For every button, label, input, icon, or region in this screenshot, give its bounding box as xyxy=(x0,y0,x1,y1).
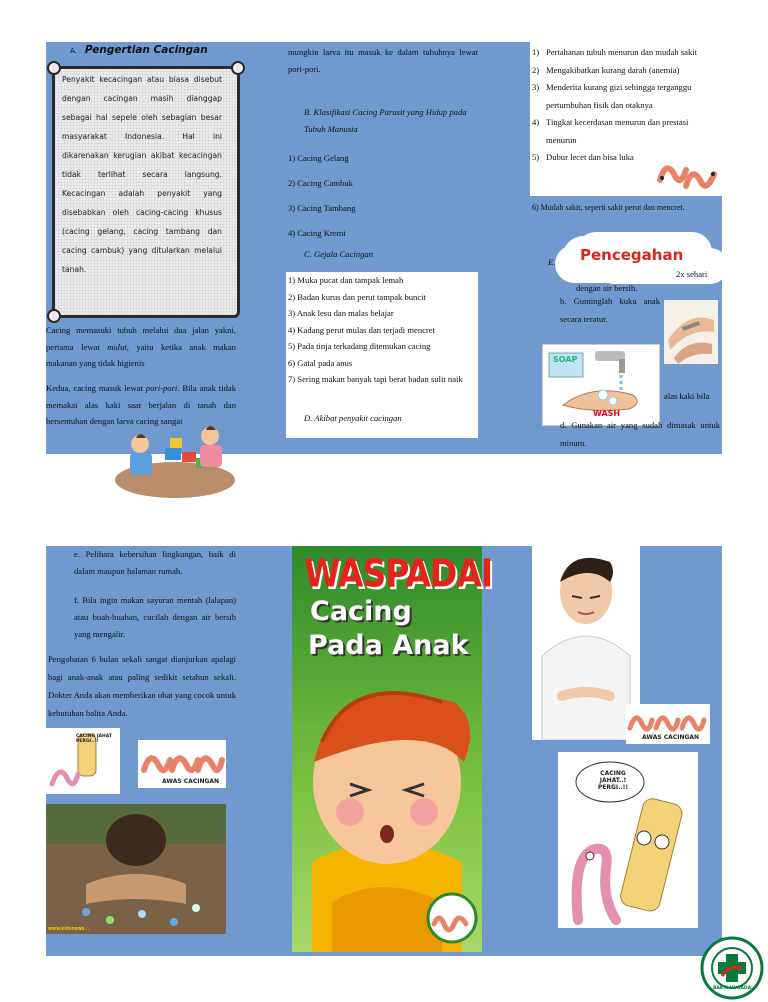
hand-washing-illustration xyxy=(542,344,660,426)
prevention-c-tail: alas kaki bila xyxy=(664,391,710,401)
bakti-husada-logo xyxy=(700,936,764,1000)
logo-text: BAKTI HUSADA xyxy=(713,986,752,991)
photo-credit: www.kidsnews... xyxy=(48,926,90,932)
brochure-cover xyxy=(292,546,493,952)
effect-item: 4) Tingkat kecerdasan menurun dan prestasi menurun xyxy=(532,117,689,145)
section-c-heading: C. Gejala Cacingan xyxy=(304,249,373,259)
cacing-jahat-cartoon xyxy=(558,752,698,928)
symptom-item: 5) Pada tinja terkadang ditemukan cacing xyxy=(288,341,431,351)
transmission-paragraph-1: Cacing memasuki tubuh melalui dua jalan yakni, pertama lewat mulut, yaitu ketika anak makan makanan yang tidak higienis xyxy=(46,325,236,368)
soap-label: SOAP xyxy=(553,355,578,364)
worm-sticker-2 xyxy=(138,740,226,788)
effects-list xyxy=(532,44,718,167)
effect-item: 5) Dubur lecet dan bisa luka xyxy=(532,152,634,162)
pores-continuation: mungkin larva itu masuk ke dalam tubuhnya lewat pori-pori. xyxy=(288,47,478,74)
worm-type-item: 3) Cacing Tambang xyxy=(288,203,356,213)
treatment-paragraph: Pengobatan 6 bulan sekali sangat dianjurkan apalagi bagi anak-anak atau paling sedikit setahun sekali. Dokter Anda akan memberikan obat yang cocok untuk kebutuhan balita Anda. xyxy=(48,654,236,718)
cover-title-2: Cacing xyxy=(310,596,412,627)
section-e-letter: E. xyxy=(548,257,556,267)
kids-playing-marbles-photo xyxy=(46,804,226,934)
symptom-item: 2) Badan kurus dan perut tampak buncit xyxy=(288,291,426,302)
prevention-a-line2: dengan air bersih. xyxy=(576,283,638,293)
awas-text: AWAS CACINGAN xyxy=(642,734,700,741)
children-playing-illustration xyxy=(110,418,240,500)
prevention-e: e. Pelihara kebersihan lingkungan, baik di dalam maupun halaman rumah. xyxy=(74,549,236,576)
sticker-2-text: AWAS CACINGAN xyxy=(162,778,220,785)
symptom-item: 4) Kadang perut mulas dan terjadi mencret xyxy=(288,324,435,335)
worm-types-list xyxy=(288,146,468,246)
effect-item-6: 6) Mudah sakit, seperti sakit perut dan mencret. xyxy=(532,203,685,212)
prevention-heading: Pencegahan xyxy=(580,246,684,264)
sticker-1-text: CACING JAHAT PERGI..!! xyxy=(76,734,112,744)
worms-illustration xyxy=(656,150,722,196)
worm-type-item: 4) Cacing Kremi xyxy=(288,228,346,238)
transmission-paragraph-2: Kedua, cacing masuk lewat pori-pori. Bila anak tidak memakai alas kaki saat berjalan di tanah dan bersentuhan dengan larva cacing sangat xyxy=(46,383,236,426)
awas-cacingan-sticker xyxy=(626,704,710,744)
nail-clipping-photo xyxy=(664,300,718,364)
wash-label: WASH xyxy=(593,409,621,418)
worm-sticker-1 xyxy=(46,728,120,794)
prevention-d: d. Gunakan air yang sudah dimasak untuk minum. xyxy=(560,420,720,448)
prevention-a-tail: 2x sehari xyxy=(676,269,708,279)
sick-child-illustration xyxy=(292,662,482,952)
prevention-b: b. Guntinglah kuku anak secara teratur. xyxy=(560,296,660,324)
section-a-heading: A. Pengertian Cacingan xyxy=(70,44,208,56)
symptom-item: 3) Anak lesu dan malas belajar xyxy=(288,308,394,318)
section-d-heading: D. Akibat penyakit cacingan xyxy=(304,413,402,423)
cover-title-1: WASPADAI xyxy=(304,551,493,596)
effect-item: 2) Mengakibatkan kurang darah (anemia) xyxy=(532,64,680,75)
prevention-f: f. Bila ingin makan sayuran mentah (lalapan) atau buah-buahan, cucilah dengan air bersih yang mengalir. xyxy=(74,595,236,639)
effect-item: 1) Pertahanan tubuh menurun dan mudah sakit xyxy=(532,47,698,57)
section-b-heading: B. Klasifikasi Cacing Parasit yang Hidup pada Tubuh Manusia xyxy=(304,107,467,134)
symptom-item: 6) Gatal pada anus xyxy=(288,357,353,368)
symptom-item: 7) Sering makan banyak tapi berat badan sulit naik xyxy=(288,374,463,384)
definition-text: Penyakit kecacingan atau biasa disebut dengan cacingan masih dianggap sebagai hal sepele oleh sebagian besar masyarakat Indonesia. Hal ini dikarenakan kerugian akibat kecacingan tidak terlihat secara langsung. Kecacingan adalah penyakit yang disebabkan oleh cacing-cacing khusus (cacing gelang, cacing tambang dan cacing cambuk) yang ditularkan melalui tanah. xyxy=(62,75,222,274)
worm-type-item: 1) Cacing Gelang xyxy=(288,153,349,163)
effect-item: 3) Menderita kurang gizi sehingga terganggu pertumbuhan fisik dan otaknya xyxy=(532,82,692,110)
symptoms-list xyxy=(288,272,476,388)
boy-stomachache-photo xyxy=(532,546,640,740)
worm-type-item: 2) Cacing Cambuk xyxy=(288,178,353,188)
symptom-item: 1) Muka pucat dan tampak lemah xyxy=(288,275,404,285)
cartoon-speech: CACING JAHAT..! PERGI..!! xyxy=(597,770,629,791)
cover-title-3: Pada Anak xyxy=(308,630,469,661)
